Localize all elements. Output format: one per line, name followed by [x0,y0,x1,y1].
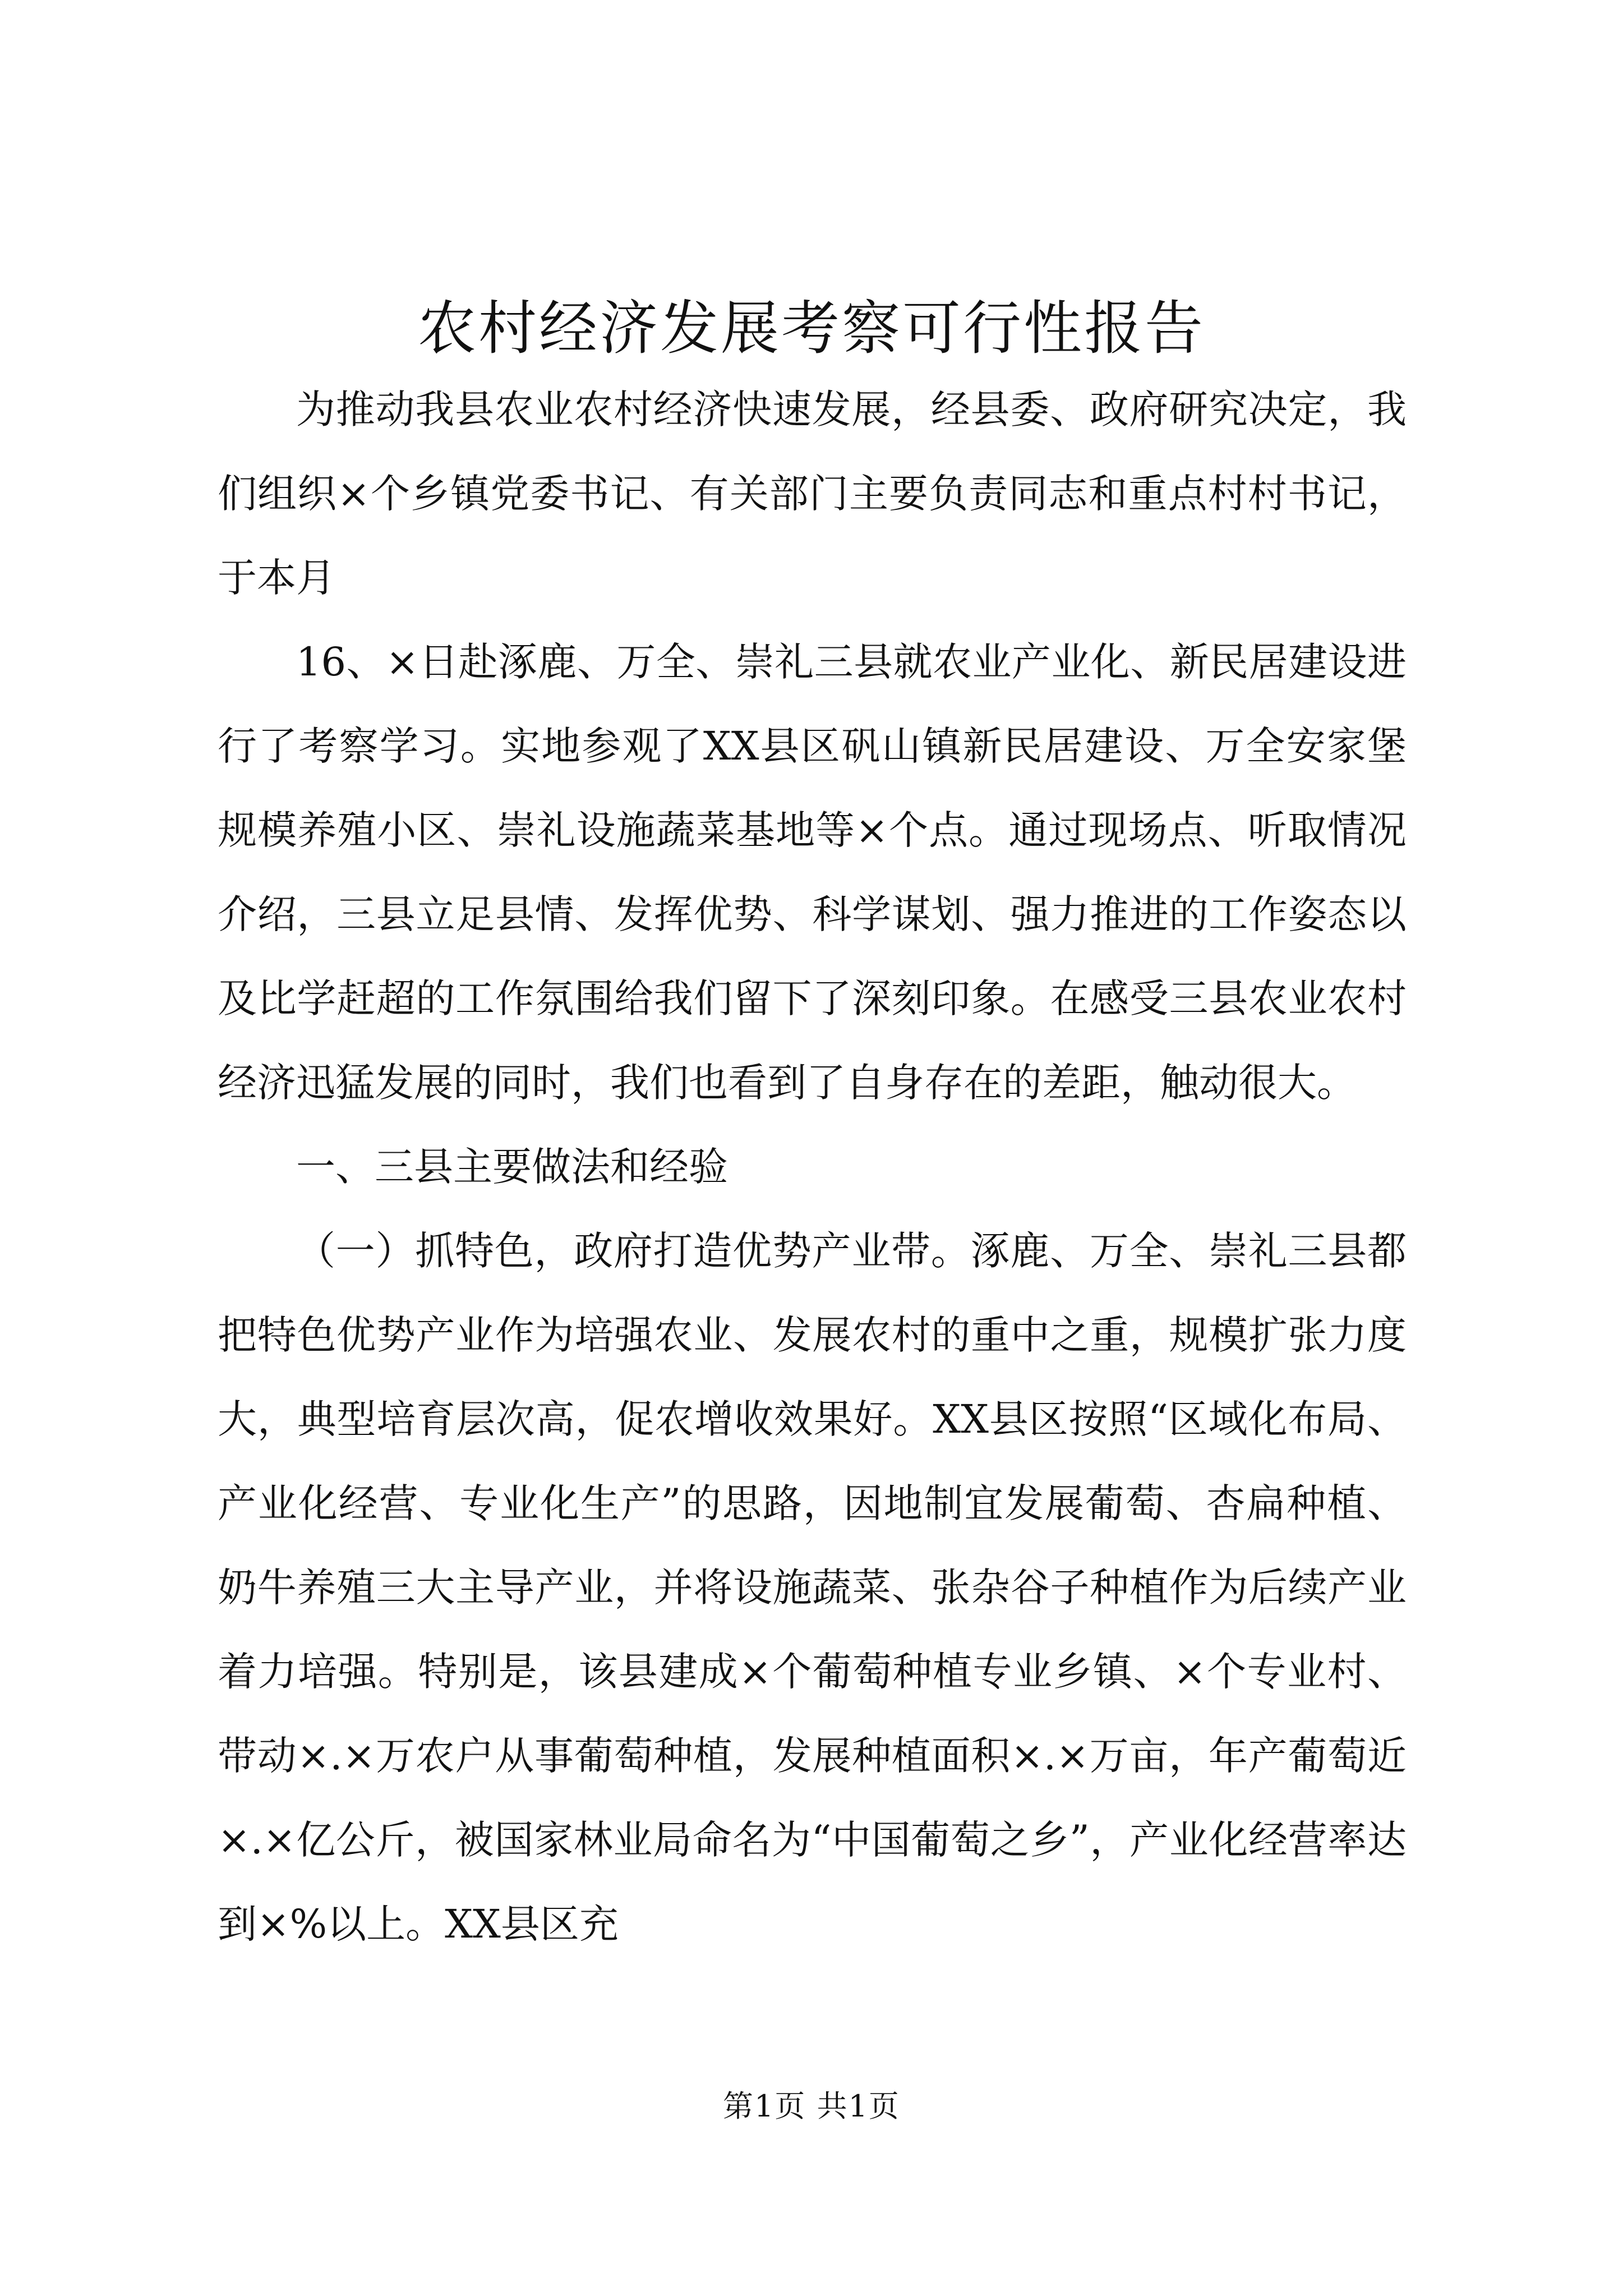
paragraph-visit: 16、×日赴涿鹿、万全、崇礼三县就农业产业化、新民居建设进行了考察学习。实地参观了XX县区矾山镇新民居建设、万全安家堡规模养殖小区、崇礼设施蔬菜基地等×个点。通过现场点、听取情况介绍，三县立足县情、发挥优势、科学谋划、强力推进的工作姿态以及比学赶超的工作氛围给我们留下了深刻印象。在感受三县农业农村经济迅猛发展的同时，我们也看到了自身存在的差距，触动很大。 [218,639,1407,1106]
document-title: 农村经济发展考察可行性报告 [417,294,1205,362]
paragraph-section-one: （一）抓特色，政府打造优势产业带。涿鹿、万全、崇礼三县都把特色优势产业作为培强农业、发展农村的重中之重，规模扩张力度大，典型培育层次高，促农增收效果好。XX县区按照“区域化布局、产业化经营、专业化生产”的思路，因地制宜发展葡萄、杏扁种植、奶牛养殖三大主导产业，并将设施蔬菜、张杂谷子种植作为后续产业着力培强。特别是，该县建成×个葡萄种植专业乡镇、×个专业村、带动×.×万农户从事葡萄种植，发展种植面积×.×万亩，年产葡萄近×.×亿公斤，被国家林业局命名为“中国葡萄之乡”，产业化经营率达到×%以上。XX县区充 [218,1228,1407,1947]
page-footer: 第1页 共1页 [723,2088,900,2124]
paragraph-intro: 为推动我县农业农村经济快速发展，经县委、政府研究决定，我们组织×个乡镇党委书记、有关部门主要负责同志和重点村村书记，于本月 [218,386,1407,601]
section-heading: 一、三县主要做法和经验 [296,1144,728,1190]
document-body [218,367,1407,1966]
